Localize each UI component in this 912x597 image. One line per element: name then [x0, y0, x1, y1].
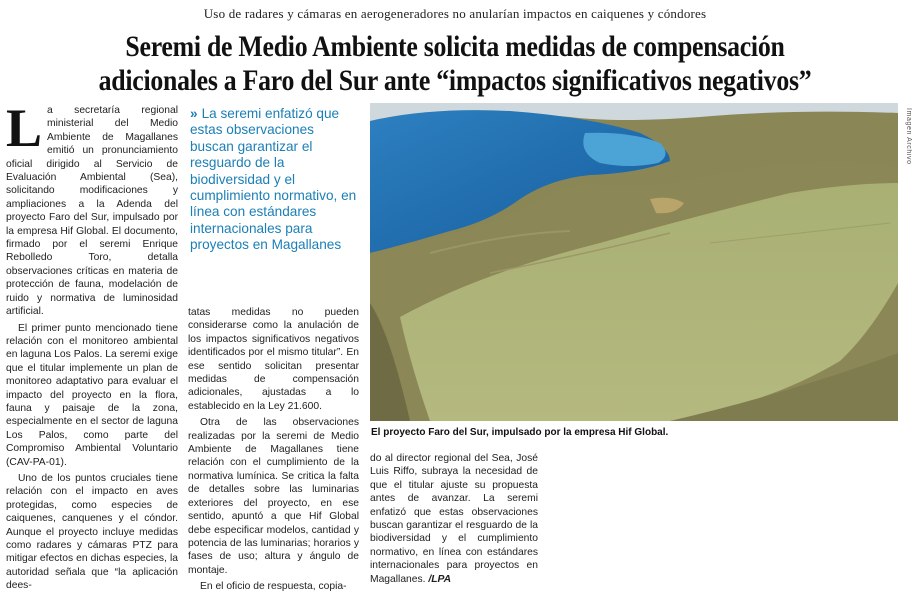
aerial-photo	[370, 103, 898, 421]
drop-cap: L	[6, 98, 43, 158]
paragraph-5: En el oficio de respuesta, copia-	[200, 581, 347, 593]
paragraph-2: El primer punto mencionado tiene relación con el monitoreo ambiental en laguna Los Palos. La seremi exige que el titular implemente un plan de monitoreo adaptativo para evaluar el impacto del proyecto en la flora, fauna y paisaje de la zona, especialmente en el sector de laguna Los Palos, como parte del Compromiso Ambiental Voluntario (CAV-PA-01).	[6, 322, 178, 468]
chevron-right-icon: »	[190, 106, 196, 121]
aerial-landscape-image	[370, 103, 898, 421]
article-column-1	[6, 98, 178, 596]
article-column-3	[370, 452, 538, 589]
paragraph-4: Otra de las observaciones realizadas por la seremi de Medio Ambiente de Magallanes tiene relación con el cumplimiento de la normativa lumínica. Se critica la falta de detalles sobre las luminarias exteriores del proyecto, en ese sentido, apuntó a que Hif Global debe especificar modelos, cantidad y potencia de las luminarias; horarios y fases de uso; altura y ángulo de montaje.	[188, 417, 359, 576]
kicker: Uso de radares y cámaras en aerogeneradores no anularían impactos en caiquenes y cóndores	[203, 6, 707, 21]
headline	[64, 30, 847, 98]
article-column-2	[188, 306, 359, 597]
headline-line-1: Seremi de Medio Ambiente solicita medidas de compensación	[125, 30, 785, 63]
paragraph-3: Uno de los puntos cruciales tiene relación con el impacto en aves protegidas, como especies de caiquenes, canquenes y el cóndor. Aunque el proyecto incluye medidas como radares y cámaras PTZ para mitigar efectos en dichas especies, la autoridad señala que “la aplicación dees-	[6, 472, 178, 592]
signoff: /LPA	[428, 573, 452, 585]
paragraph-5-continued	[370, 452, 538, 586]
paragraph-1: a secretaría regional ministerial del Medio Ambiente de Magallanes emitió un pronunciamiento oficial dirigido al Servicio de Evaluación Ambiental (Sea), solicitando modificaciones y ampliaciones a la Adenda del proyecto Faro del Sur, impulsado por la empresa Hif Global. El documento, firmado por el seremi Enrique Rebolledo Toro, detalla observaciones críticas en materia de protección de fauna, modelación de ruido y normativa de luminosidad artificial.	[6, 105, 178, 318]
paragraph-5-text: do al director regional del Sea, José Luis Riffo, subraya la necesidad de que el titular ajuste su propuesta antes de avanzar. La seremi enfatizó que estas observaciones buscan garantizar el resguardo de la biodiversidad y el cumplimiento normativo, en línea con estándares internacionales para proyectos en Magallanes.	[370, 453, 538, 585]
photo-credit: Imagen Archivo	[905, 108, 912, 165]
paragraph-3-continued: tatas medidas no pueden considerarse como la anulación de los impactos significativos negativos identificados por el mismo titular”. En ese sentido solicitan presentar medidas de compensación adicionales, ajustadas a lo establecido en la Ley 21.600.	[188, 307, 359, 412]
pull-quote	[190, 106, 360, 254]
headline-line-2: adicionales a Faro del Sur ante “impactos significativos negativos”	[98, 64, 812, 97]
pull-quote-text: La seremi enfatizó que estas observaciones buscan garantizar el resguardo de la biodiversidad y el cumplimiento normativo, en línea con estándares internacionales para proyectos en Magallanes	[190, 106, 357, 253]
photo-caption: El proyecto Faro del Sur, impulsado por la empresa Hif Global.	[371, 427, 669, 438]
